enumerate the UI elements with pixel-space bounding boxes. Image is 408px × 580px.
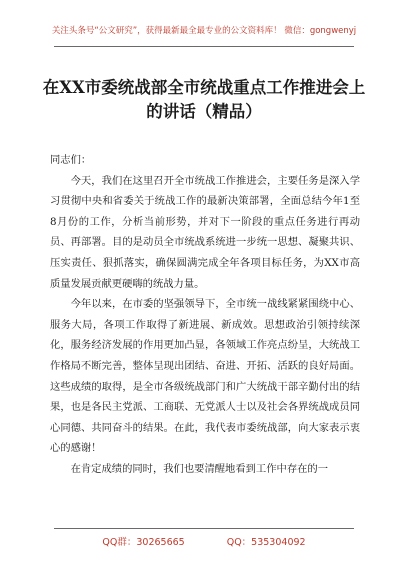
qq-group-number: QQ群：30265665	[102, 537, 185, 548]
footer-contact	[0, 534, 408, 548]
footer-divider	[54, 528, 354, 529]
paragraph-2: 今年以来，在市委的坚强领导下，全市统一战线紧紧围绕中心、服务大局，各项工作取得了新进展、新成效。思想政治引领持续深化，服务经济发展的作用更加凸显，各领域工作亮点纷呈，大统战工作格局不断完善，整体呈现出团结、奋进、开拓、活跃的良好局面。这些成绩的取得，是全市各级统战部门和广大统战干部辛勤付出的结果，也是各民主党派、工商联、无党派人士以及社会各界统战成员同心同德、共同奋斗的结果。在此，我代表市委统战部，向大家表示衷心的感谢！	[50, 298, 360, 455]
greeting: 同志们：	[50, 154, 92, 166]
document-body	[50, 150, 360, 480]
paragraph-3: 在肯定成绩的同时，我们也要清醒地看到工作中存在的一	[70, 462, 329, 475]
qq-number: QQ：535304092	[226, 537, 306, 548]
document-title: 在XX市委统战部全市统战重点工作推进会上的讲话（精品）	[42, 78, 366, 121]
header-divider	[54, 46, 354, 47]
header-promo-text: 关注头条号“公文研究”，获得最新最全最专业的公文资料库！ 微信：gongwenyj	[51, 26, 357, 36]
paragraph-1: 今天，我们在这里召开全市统战工作推进会，主要任务是深入学习贯彻中央和省委关于统战工作的最新决策部署，全面总结今年1至8月份的工作，分析当前形势，并对下一阶段的重点任务进行再动员、再部署。目的是动员全市统战系统进一步统一思想、凝聚共识、压实责任、狠抓落实，确保圆满完成全年各项目标任务，为XX市高质量发展贡献更硬嗨的统战力量。	[50, 174, 360, 290]
